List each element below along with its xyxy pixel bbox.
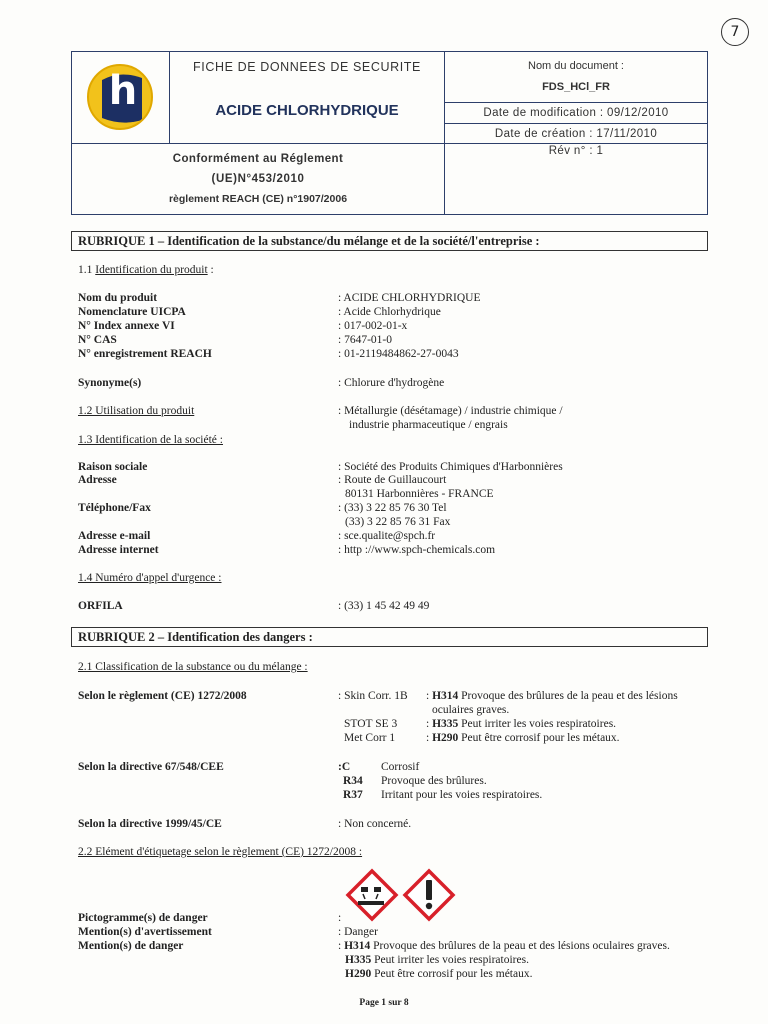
clp-text-2: Peut irriter les voies respiratoires.: [461, 718, 617, 730]
clp-statement-2: : H335 Peut irriter les voies respiratoires.: [426, 718, 617, 730]
hazard-text-1: Provoque des brûlures de la peau et des lésions oculaires graves.: [373, 940, 670, 952]
hazard-text-3: Peut être corrosif pour les métaux.: [374, 968, 533, 980]
value-index: : 017-002-01-x: [338, 320, 408, 332]
label-cas: N° CAS: [78, 334, 117, 346]
label-dir-1999: Selon la directive 1999/45/CE: [78, 818, 222, 830]
value-usage-1: : Métallurgie (désétamage) / industrie chimique /: [338, 405, 563, 417]
hazard-code-1: H314: [344, 940, 371, 952]
subsection-2-1: [78, 661, 308, 673]
document-info-cell: [445, 52, 707, 214]
dir67-text-2: Provoque des brûlures.: [381, 775, 487, 787]
hazard-statement-2: [345, 954, 529, 966]
value-website: : http ://www.spch-chemicals.com: [338, 544, 496, 556]
value-uicpa: : Acide Chlorhydrique: [338, 306, 441, 318]
hazard-statement-1: [338, 940, 670, 952]
document-header: [71, 51, 708, 215]
company-logo: [72, 52, 170, 143]
dir67-code-2: R34: [343, 775, 363, 787]
dir67-code-1: :C: [338, 761, 351, 773]
clp-class-2: STOT SE 3: [344, 718, 398, 730]
value-address-2: 80131 Harbonnières - FRANCE: [345, 488, 494, 500]
value-cas: : 7647-01-0: [338, 334, 392, 346]
value-email: : sce.qualite@spch.fr: [338, 530, 436, 542]
subsection-1-4-title: 1.4 Numéro d'appel d'urgence :: [78, 572, 222, 584]
value-phone: : (33) 3 22 85 76 30 Tel: [338, 502, 447, 514]
clp-code-1: H314: [432, 690, 459, 702]
label-dir-67: Selon la directive 67/548/CEE: [78, 761, 224, 773]
exclamation-mark-icon: [405, 871, 453, 919]
value-orfila: : (33) 1 45 42 49 49: [338, 600, 430, 612]
label-company: Raison sociale: [78, 461, 148, 473]
label-email: Adresse e-mail: [78, 530, 151, 542]
clp-code-3: H290: [432, 732, 459, 744]
logo-letter: h: [108, 68, 138, 114]
label-phone: Téléphone/Fax: [78, 502, 151, 514]
modification-date: Date de modification : 09/12/2010: [445, 102, 707, 123]
dir67-code-3: R37: [343, 789, 363, 801]
clp-statement-3: : H290 Peut être corrosif pour les métaux.: [426, 732, 620, 744]
document-type: FICHE DE DONNEES DE SECURITE: [193, 60, 421, 74]
value-address-1: : Route de Guillaucourt: [338, 474, 447, 486]
value-dir-1999: : Non concerné.: [338, 818, 412, 830]
clp-text-3: Peut être corrosif pour les métaux.: [461, 732, 620, 744]
doc-name-label: Nom du document :: [528, 60, 624, 72]
label-index: N° Index annexe VI: [78, 320, 175, 332]
value-reach: : 01-2119484862-27-0043: [338, 348, 459, 360]
creation-date: Date de création : 17/11/2010: [445, 123, 707, 143]
label-signal-word: Mention(s) d'avertissement: [78, 926, 212, 938]
value-company: : Société des Produits Chimiques d'Harbonnières: [338, 461, 563, 473]
label-hazard-statements: Mention(s) de danger: [78, 940, 184, 952]
page-number-mark: 7: [721, 18, 749, 46]
label-synonyms: Synonyme(s): [78, 377, 142, 389]
hazard-text-2: Peut irriter les voies respiratoires.: [374, 954, 529, 966]
regulation-line-2: (UE)N°453/2010: [211, 173, 305, 185]
subsection-1-1: 1.1 Identification du produit :: [78, 264, 214, 276]
regulation-line-3: règlement REACH (CE) n°1907/2006: [168, 193, 348, 205]
value-pictograms: :: [338, 912, 342, 924]
label-address: Adresse: [78, 474, 117, 486]
page-footer: Page 1 sur 8: [359, 998, 409, 1008]
corrosion-icon: [348, 871, 396, 919]
subsection-2-2-title: 2.2 Elément d'étiquetage selon le règlement (CE) 1272/2008 :: [78, 846, 363, 858]
value-fax: (33) 3 22 85 76 31 Fax: [345, 516, 451, 528]
label-reach: N° enregistrement REACH: [78, 348, 212, 360]
subsection-2-1-title: 2.1 Classification de la substance ou du mélange :: [78, 661, 308, 673]
section-1-header: RUBRIQUE 1 – Identification de la substance/du mélange et de la société/l'entreprise :: [71, 231, 708, 251]
value-product-name: : ACIDE CHLORHYDRIQUE: [338, 292, 481, 304]
subsection-1-2: 1.2 Utilisation du produit: [78, 405, 195, 417]
ghs-pictograms: [345, 868, 457, 924]
section-2-header: RUBRIQUE 2 – Identification des dangers :: [71, 627, 708, 647]
hazard-code-2: H335: [345, 954, 372, 966]
header-title-cell: [170, 52, 445, 143]
doc-name: FDS_HCl_FR: [542, 81, 610, 93]
clp-class-3: Met Corr 1: [344, 732, 396, 744]
value-signal-word: : Danger: [338, 926, 378, 938]
label-website: Adresse internet: [78, 544, 159, 556]
subsection-1-3-title: 1.3 Identification de la société :: [78, 434, 223, 446]
label-reg-1272: Selon le règlement (CE) 1272/2008: [78, 690, 247, 702]
regulation-cell: [72, 143, 445, 214]
hazard-statement-3: [345, 968, 532, 980]
hazard-code-3: H290: [345, 968, 372, 980]
clp-text-1-cont: oculaires graves.: [432, 704, 510, 716]
revision-number: Rév n° : 1: [445, 143, 707, 214]
clp-statement-1: : H314 Provoque des brûlures de la peau et des lésions: [426, 690, 678, 702]
subsection-1-1-title: Identification du produit: [95, 264, 208, 276]
value-usage-2: industrie pharmaceutique / engrais: [349, 419, 508, 431]
label-orfila: ORFILA: [78, 600, 123, 612]
subsection-2-2: [78, 846, 362, 858]
value-synonyms: : Chlorure d'hydrogène: [338, 377, 445, 389]
subsection-1-4: [78, 572, 222, 584]
label-pictograms: Pictogramme(s) de danger: [78, 912, 208, 924]
product-title: ACIDE CHLORHYDRIQUE: [215, 102, 399, 119]
label-uicpa: Nomenclature UICPA: [78, 306, 186, 318]
subsection-1-3: [78, 434, 223, 446]
label-product-name: Nom du produit: [78, 292, 158, 304]
hazard-prefix: :: [338, 940, 345, 952]
dir67-text-3: Irritant pour les voies respiratoires.: [381, 789, 543, 801]
clp-text-1: Provoque des brûlures de la peau et des lésions: [461, 690, 678, 702]
regulation-line-1: Conformément au Réglement: [172, 153, 344, 165]
clp-class-1: : Skin Corr. 1B: [338, 690, 408, 702]
clp-code-2: H335: [432, 718, 459, 730]
dir67-text-1: Corrosif: [381, 761, 420, 773]
